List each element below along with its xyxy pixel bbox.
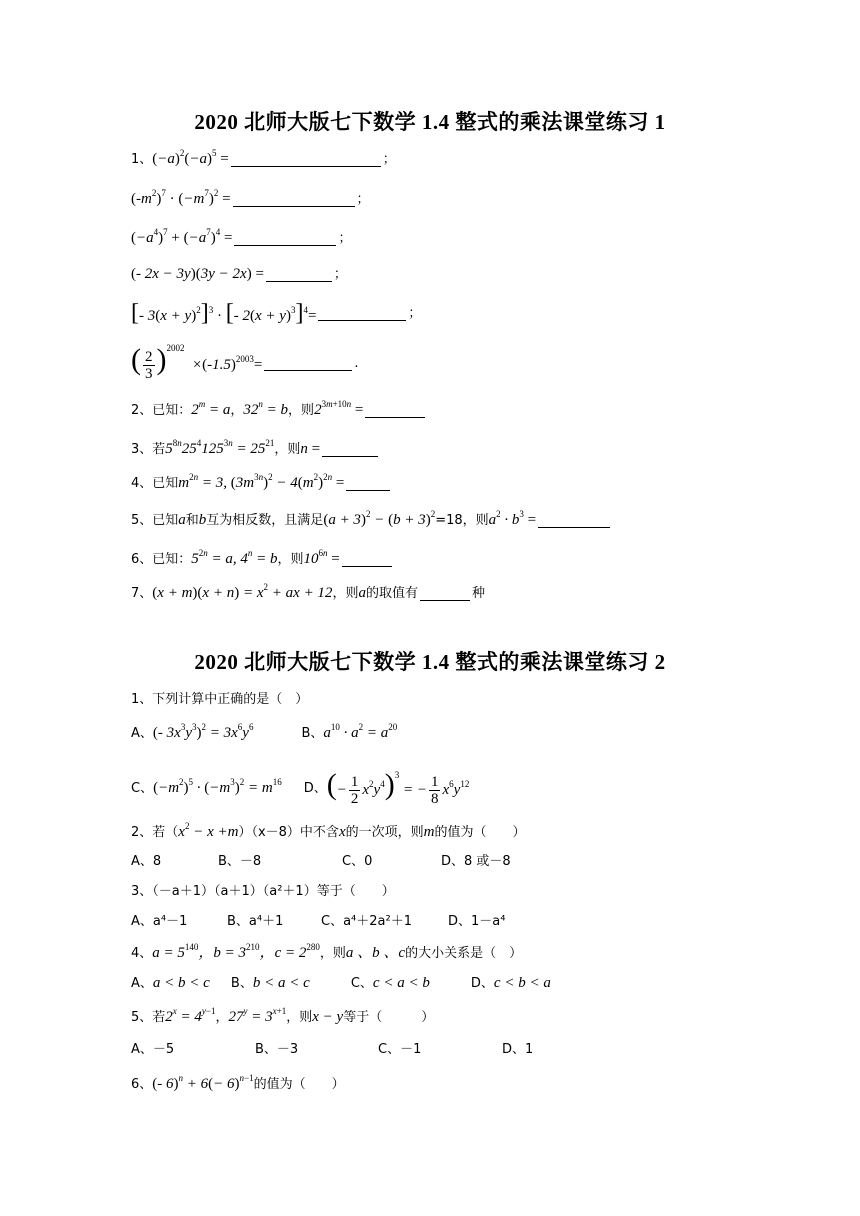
option-c[interactable]: C、0: [342, 854, 373, 869]
option-d[interactable]: D、8 或－8: [441, 854, 511, 869]
answer-blank[interactable]: [318, 306, 406, 321]
answer-blank[interactable]: [365, 403, 425, 418]
s1-q1-line4: (- 2x − 3y)(3y − 2x) = ；: [131, 266, 347, 282]
answer-blank[interactable]: [231, 152, 381, 167]
answer-blank[interactable]: [538, 513, 610, 528]
s2-q6: 6、 (- $6)^n + 6(- 6)^{n-1}$ 的值为（ ）: [131, 1073, 345, 1092]
option-b[interactable]: B、－8: [218, 854, 262, 869]
s2-q5: 5、若 $2^x = 4^{y-1}$ ， $27^y = 3^{x+1}$ ，则 x − y 等于（ ）: [131, 1006, 435, 1025]
s1-q4: 4、已知 $m^{2n} = 3$, $(3m^{3n})^2 - 4(m^2)^{2n}$ =: [131, 476, 392, 491]
answer-blank[interactable]: [233, 192, 355, 207]
s1-q2: 2、已知： $2^m = a$ ， $32^n = b$ ，则 $2^{3m+10n}$ =: [131, 403, 427, 418]
option-c[interactable]: C、－1: [378, 1042, 422, 1057]
answer-blank[interactable]: [342, 552, 392, 567]
s1-q1-line3: $(-a^4)^7 + (-a^7)^4$ = ；: [131, 227, 352, 246]
section2-title: 2020 北师大版七下数学 1.4 整式的乘法课堂练习 2: [194, 650, 666, 674]
s2-q4: 4、 $a = 5^{140}$，$b = 3^{210}$，$c = 2^{280}$ ，则 a 、b 、c 的大小关系是（ ）: [131, 942, 523, 961]
answer-blank[interactable]: [322, 442, 378, 457]
option-c[interactable]: C、a⁴＋2a²＋1: [321, 914, 412, 929]
s1-q5: 5、已知 a 和 b 互为相反数，且满足 $(a + 3)^2 - (b + 3)^2$ =18，则 $a^2 \cdot b^3$ =: [131, 513, 612, 528]
s2-q2: 2、若（ $x^2 - x +m$ ）（x－8）中不含 x 的一次项，则 m 的值为（ ）: [131, 821, 526, 840]
s2-q4-options: A、 a < b < c B、 b < a < c C、 c < a < b D、 c < b < a: [131, 975, 551, 991]
s1-q1-line5: [- $3(x + y)^2]^3$ · [- $2(x + y)^3]^4=$ ；: [131, 300, 422, 326]
answer-blank[interactable]: [234, 231, 336, 246]
option-b[interactable]: B、a⁴＋1: [227, 914, 284, 929]
s1-q6: 6、已知： $5^{2n} = a$, $4^n = b$ ，则 $10^{6n}$ =: [131, 552, 394, 567]
option-a[interactable]: A、a⁴－1: [131, 914, 188, 929]
answer-blank[interactable]: [420, 586, 470, 601]
option-d[interactable]: D、1－a⁴: [448, 914, 506, 929]
s2-q1-optsAB: A、 (- $3x^3y^3)^2 = 3x^6y^6$ B、 $a^{10} \cdot a^2 = a^{20}$: [131, 722, 398, 741]
s2-q1: 1、下列计算中正确的是（ ）: [131, 692, 309, 707]
option-d[interactable]: D、1: [502, 1042, 534, 1057]
s1-q1-line6: ( $\frac{2}{3}$ )$^{2002} \times(-1.5)^{2003}=$ .: [131, 343, 359, 383]
option-b[interactable]: B、－3: [255, 1042, 299, 1057]
s1-q1-line1: 1、 $(-a)^2(-a)^5$ = ；: [131, 148, 396, 167]
s1-q7: 7、 $(x + m)(x + n) = x^2$ + ax + 12 ，则 a 的取值有 种: [131, 582, 485, 601]
s2-q3-options: [131, 915, 505, 928]
s2-q3: 3、（－a＋1）（a＋1）（a²＋1）等于（ ）: [131, 884, 395, 899]
s1-q3: 3、若 $5^{8n}25^4125^{3n} = 25^{21}$ ，则 n =: [131, 442, 380, 457]
section1-title: 2020 北师大版七下数学 1.4 整式的乘法课堂练习 1: [194, 110, 666, 134]
answer-blank[interactable]: [264, 356, 352, 371]
s2-q2-options: [131, 855, 511, 868]
option-a[interactable]: A、－5: [131, 1042, 175, 1057]
option-a[interactable]: A、8: [131, 854, 162, 869]
answer-blank[interactable]: [346, 476, 390, 491]
s2-q5-options: [131, 1043, 533, 1056]
answer-blank[interactable]: [266, 267, 332, 282]
s2-q1-optsCD: C、 $(-m^2)^5 \cdot (-m^3)^2 = m^{16}$ D、 (− $\frac{1}{2}$ $x^2y^4)^3$ = − $\frac{1}{8}$ $x^6y^{12}$: [131, 768, 470, 808]
s1-q1-line2: $(-m^2)^7 \cdot (-m^7)^2$ = ；: [131, 188, 370, 207]
